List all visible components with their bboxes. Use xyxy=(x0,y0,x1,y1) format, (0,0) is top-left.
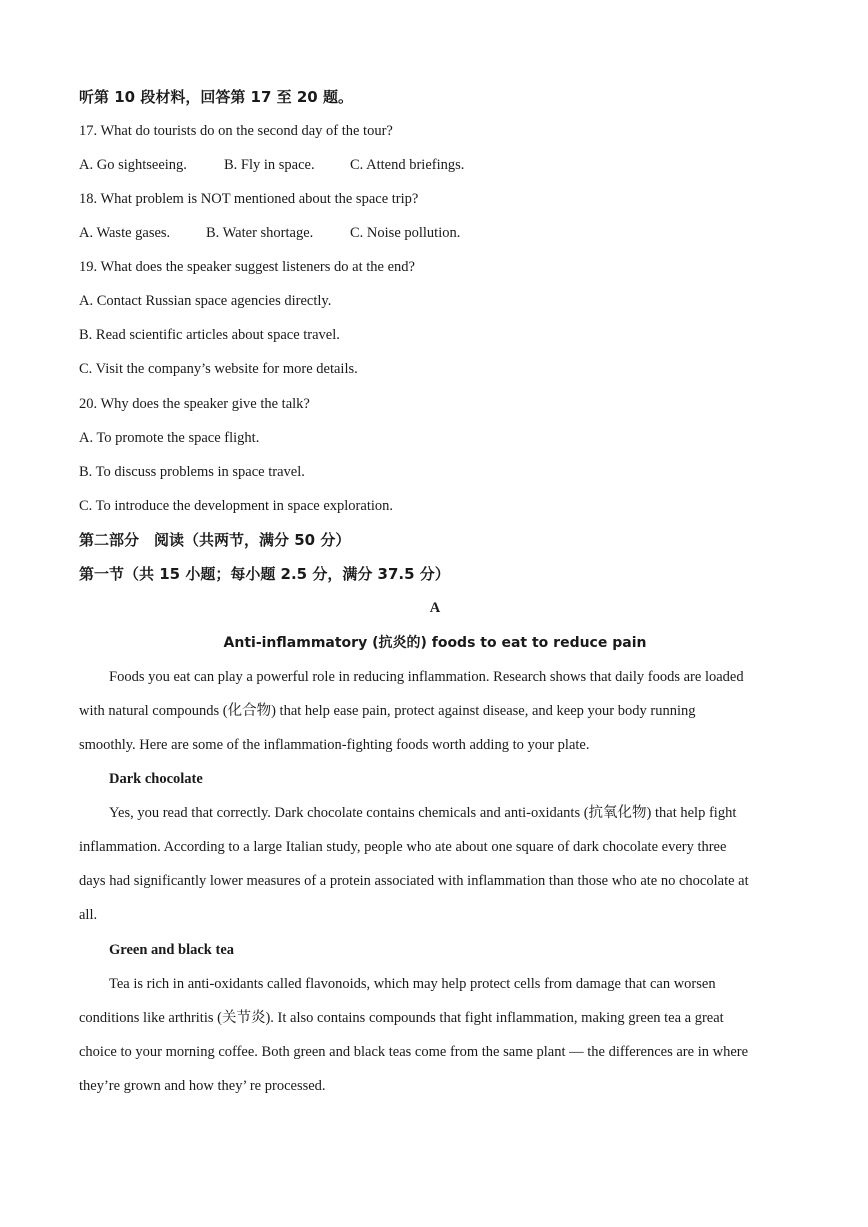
tea-line-3: choice to your morning coffee. Both green and black teas come from the same plant — the differences are in where xyxy=(79,1044,749,1060)
question-19-stem: 19. What does the speaker suggest listeners do at the end? xyxy=(79,259,415,275)
subheading-dark-chocolate: Dark chocolate xyxy=(109,771,203,787)
tea-line-1: Tea is rich in anti-oxidants called flavonoids, which may help protect cells from damage that can worsen xyxy=(109,976,716,992)
tea-line-4: they’re grown and how they’ re processed. xyxy=(79,1078,326,1094)
option-20-a: A. To promote the space flight. xyxy=(79,430,260,446)
question-17-stem: 17. What do tourists do on the second day of the tour? xyxy=(79,123,393,139)
option-20-c: C. To introduce the development in space exploration. xyxy=(79,498,394,514)
dark-chocolate-line-3: days had significantly lower measures of a protein associated with inflammation than those who ate no chocolate at xyxy=(79,873,749,889)
tea-line-2: conditions like arthritis (关节炎). It also contains compounds that fight inflammation, making green tea a great xyxy=(79,1010,724,1026)
option-19-b: B. Read scientific articles about space travel. xyxy=(79,327,340,343)
dark-chocolate-line-1: Yes, you read that correctly. Dark chocolate contains chemicals and anti-oxidants (抗氧化物) that help fight xyxy=(109,805,737,821)
question-18-stem: 18. What problem is NOT mentioned about the space trip? xyxy=(79,191,419,207)
subheading-green-black-tea: Green and black tea xyxy=(109,942,234,958)
option-17-a: A. Go sightseeing. xyxy=(79,157,187,173)
reading-part-header: 第二部分 阅读（共两节，满分 50 分） xyxy=(79,531,351,549)
option-18-c: C. Noise pollution. xyxy=(350,225,461,241)
dark-chocolate-line-2: inflammation. According to a large Italian study, people who ate about one square of dark chocolate every three xyxy=(79,839,727,855)
passage-intro-line-2: with natural compounds (化合物) that help ease pain, protect against disease, and keep your body running xyxy=(79,703,696,719)
option-19-c: C. Visit the company’s website for more details. xyxy=(79,361,358,377)
passage-title: Anti-inflammatory (抗炎的) foods to eat to reduce pain xyxy=(223,635,647,651)
option-18-b: B. Water shortage. xyxy=(206,225,314,241)
option-18-a: A. Waste gases. xyxy=(79,225,171,241)
listening-section-header: 听第 10 段材料，回答第 17 至 20 题。 xyxy=(79,88,353,106)
question-20-stem: 20. Why does the speaker give the talk? xyxy=(79,396,310,412)
option-19-a: A. Contact Russian space agencies directly. xyxy=(79,293,332,309)
dark-chocolate-line-4: all. xyxy=(79,907,98,923)
passage-letter: A xyxy=(429,600,441,616)
option-17-b: B. Fly in space. xyxy=(224,157,315,173)
reading-section-header: 第一节（共 15 小题；每小题 2.5 分，满分 37.5 分） xyxy=(79,565,450,583)
option-17-c: C. Attend briefings. xyxy=(350,157,465,173)
question-17-options xyxy=(79,155,791,175)
passage-intro-line-3: smoothly. Here are some of the inflammation-fighting foods worth adding to your plate. xyxy=(79,737,590,753)
option-20-b: B. To discuss problems in space travel. xyxy=(79,464,305,480)
question-18-options xyxy=(79,223,791,243)
passage-intro-line-1: Foods you eat can play a powerful role in reducing inflammation. Research shows that daily foods are loaded xyxy=(109,669,744,685)
